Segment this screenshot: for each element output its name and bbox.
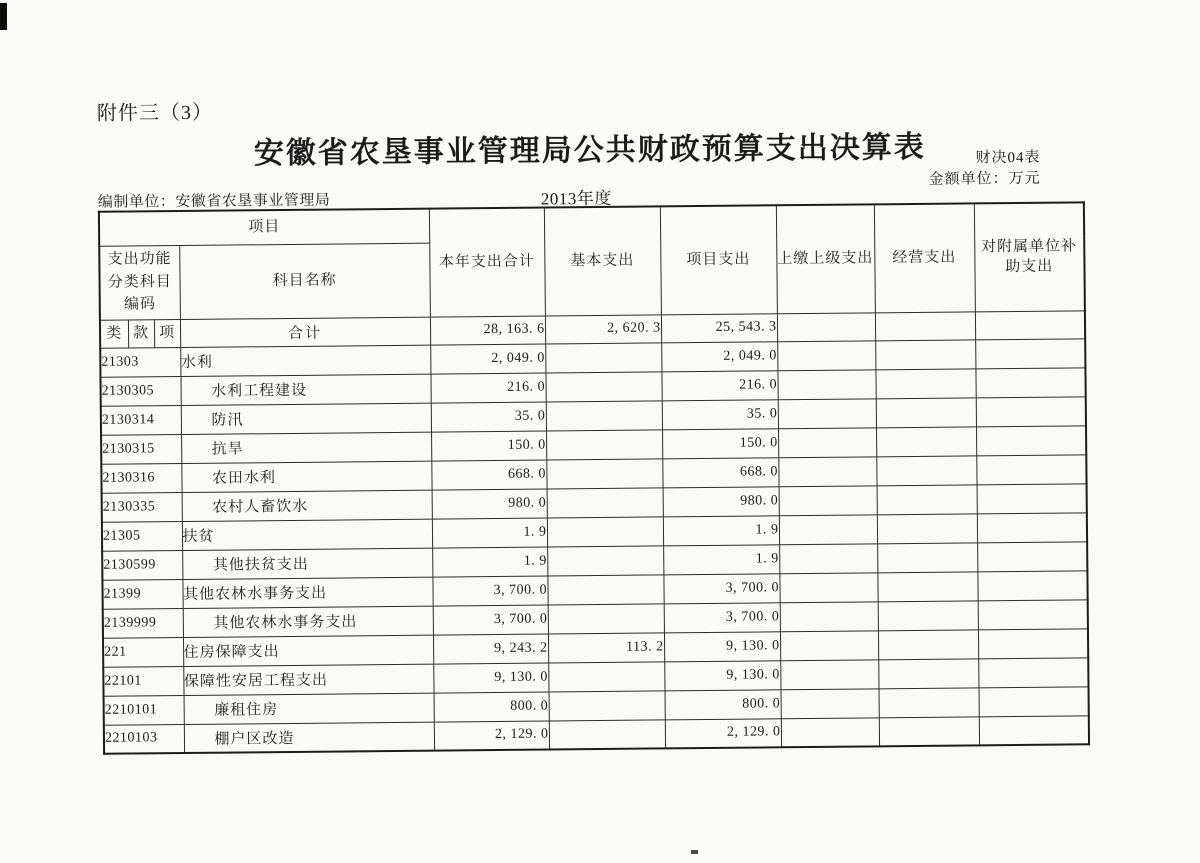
page-title: 安徽省农垦事业管理局公共财政预算支出决算表: [253, 130, 926, 171]
basic-cell: [548, 603, 664, 633]
basic-cell: [548, 661, 664, 691]
operating-cell: [879, 716, 979, 746]
attachment-label: 附件三（3）: [96, 101, 214, 125]
code-cell: 2139999: [103, 608, 183, 638]
project-cell: 980. 0: [663, 486, 779, 516]
operating-cell: [876, 455, 976, 485]
meta-right-block: [757, 148, 1040, 193]
total-annual-cell: 28, 163. 6: [430, 316, 545, 345]
project-cell: 9, 130. 0: [664, 631, 780, 661]
subsidy-cell: [979, 686, 1089, 716]
subsidy-cell: [977, 512, 1087, 542]
annual-total-cell: 35. 0: [431, 402, 546, 432]
basic-cell: [546, 400, 662, 430]
annual-total-cell: 150. 0: [431, 431, 546, 461]
upper-level-cell: [779, 485, 877, 515]
compiling-unit-label: 编制单位：安徽省农垦事业管理局: [97, 192, 331, 211]
name-cell: 水利: [180, 345, 430, 376]
annual-total-cell: 3, 700. 0: [433, 605, 548, 635]
code-sub-header-section: 款: [128, 319, 154, 347]
basic-cell: [547, 516, 663, 546]
upper-level-cell: [778, 398, 876, 428]
subsidy-cell: [977, 570, 1087, 600]
subsidy-cell: [979, 715, 1089, 745]
code-cell: 2130335: [102, 492, 182, 522]
total-subsidy-cell: [975, 310, 1085, 339]
annual-total-cell: 1. 9: [432, 547, 547, 577]
basic-cell: [547, 545, 663, 575]
upper-level-cell: [779, 514, 877, 544]
total-project-cell: 25, 543. 3: [661, 313, 777, 342]
name-cell: 其他农林水事务支出: [182, 577, 432, 608]
project-header-cell: 项目: [99, 209, 429, 246]
project-cell: 3, 700. 0: [663, 573, 779, 603]
project-cell: 1. 9: [663, 544, 779, 574]
annual-total-cell: 1. 9: [432, 518, 547, 548]
operating-cell: [877, 571, 977, 601]
subsidy-cell: [977, 483, 1087, 513]
code-cell: 22101: [103, 666, 183, 696]
operating-cell: [877, 513, 977, 543]
header-row-project: [99, 202, 1084, 245]
project-cell: 668. 0: [662, 457, 778, 487]
code-cell: 21305: [102, 521, 182, 551]
basic-cell: [546, 458, 662, 488]
basic-cell: [547, 487, 663, 517]
upper-level-cell: [780, 659, 878, 689]
budget-table: [98, 201, 1090, 754]
name-cell: 棚户区改造: [184, 722, 434, 753]
annual-total-cell: 668. 0: [431, 460, 546, 490]
col-header-subsidy: 对附属单位补助支出: [974, 202, 1085, 311]
annual-total-cell: 2, 049. 0: [430, 344, 545, 374]
operating-cell: [875, 368, 975, 398]
basic-cell: 113. 2: [548, 632, 664, 662]
subsidy-cell: [976, 425, 1086, 455]
annual-total-cell: 216. 0: [430, 373, 545, 403]
subsidy-cell: [978, 599, 1088, 629]
upper-level-cell: [779, 543, 877, 573]
operating-cell: [879, 687, 979, 717]
project-cell: 1. 9: [663, 515, 779, 545]
operating-cell: [878, 629, 978, 659]
name-cell: 农田水利: [181, 461, 431, 492]
operating-cell: [877, 542, 977, 572]
code-cell: 221: [103, 637, 183, 667]
name-cell: 防汛: [181, 403, 431, 434]
project-cell: 9, 130. 0: [664, 660, 780, 690]
col-header-upper-level: 上缴上级支出: [776, 204, 875, 313]
basic-cell: [545, 342, 661, 372]
code-cell: 2130305: [100, 376, 180, 406]
col-header-basic-expenditure: 基本支出: [544, 206, 661, 315]
col-header-operating: 经营支出: [874, 203, 975, 312]
upper-level-cell: [778, 427, 876, 457]
col-header-project-expenditure: 项目支出: [660, 205, 777, 314]
upper-level-cell: [780, 630, 878, 660]
basic-cell: [547, 574, 663, 604]
subsidy-cell: [975, 367, 1085, 397]
name-cell: 水利工程建设: [180, 374, 430, 405]
code-cell: 2130314: [101, 405, 181, 435]
subsidy-cell: [976, 454, 1086, 484]
basic-cell: [549, 719, 665, 749]
operating-cell: [876, 397, 976, 427]
upper-level-cell: [781, 717, 879, 747]
code-sub-header-item: 项: [154, 319, 180, 347]
project-cell: 35. 0: [662, 399, 778, 429]
basic-cell: [546, 429, 662, 459]
project-cell: 3, 700. 0: [664, 602, 780, 632]
annual-total-cell: 800. 0: [434, 692, 549, 722]
code-cell: 2210103: [104, 724, 184, 754]
project-cell: 2, 129. 0: [665, 718, 781, 748]
upper-level-cell: [780, 601, 878, 631]
subsidy-cell: [978, 628, 1088, 658]
operating-cell: [876, 426, 976, 456]
annual-total-cell: 9, 243. 2: [433, 634, 548, 664]
total-label-cell: 合计: [180, 317, 430, 347]
project-cell: 2, 049. 0: [661, 341, 777, 371]
project-cell: 216. 0: [661, 370, 777, 400]
annual-total-cell: 3, 700. 0: [432, 576, 547, 606]
basic-cell: [545, 371, 661, 401]
amount-unit-label: 金额单位：万元: [928, 170, 1041, 188]
form-code-label: 财决04表: [975, 149, 1041, 167]
name-cell: 住房保障支出: [183, 635, 433, 666]
operating-cell: [877, 484, 977, 514]
code-cell: 21399: [102, 579, 182, 609]
subsidy-cell: [978, 657, 1088, 687]
upper-level-cell: [777, 369, 875, 399]
operating-cell: [878, 600, 978, 630]
name-cell: 廉租住房: [184, 693, 434, 724]
name-cell: 农村人畜饮水: [182, 490, 432, 521]
project-cell: 800. 0: [665, 689, 781, 719]
name-cell: 其他扶贫支出: [182, 548, 432, 579]
operating-cell: [878, 658, 978, 688]
upper-level-cell: [779, 572, 877, 602]
operating-cell: [875, 339, 975, 369]
code-cell: 2210101: [104, 695, 184, 725]
code-sub-header-category: 类: [100, 320, 128, 348]
total-basic-cell: 2, 620. 3: [545, 314, 661, 343]
upper-level-cell: [777, 340, 875, 370]
name-cell: 其他农林水事务支出: [183, 606, 433, 637]
code-cell: 2130316: [101, 463, 181, 493]
subsidy-cell: [976, 396, 1086, 426]
fiscal-year-label: 2013年度: [540, 188, 612, 209]
subsidy-cell: [977, 541, 1087, 571]
name-cell: 保障性安居工程支出: [183, 664, 433, 695]
total-operating-cell: [875, 311, 975, 340]
basic-cell: [549, 690, 665, 720]
total-upper-cell: [777, 312, 875, 341]
code-header-cell: 支出功能 分类科目 编码: [99, 245, 180, 320]
upper-level-cell: [781, 688, 879, 718]
annual-total-cell: 2, 129. 0: [434, 721, 549, 751]
code-cell: 2130315: [101, 434, 181, 464]
subject-name-header-cell: 科目名称: [179, 243, 430, 319]
code-cell: 2130599: [102, 550, 182, 580]
project-cell: 150. 0: [662, 428, 778, 458]
name-cell: 扶贫: [182, 519, 432, 550]
subsidy-cell: [975, 338, 1085, 368]
annual-total-cell: 980. 0: [432, 489, 547, 519]
upper-level-cell: [778, 456, 876, 486]
code-cell: 21303: [100, 347, 180, 377]
annual-total-cell: 9, 130. 0: [433, 663, 548, 693]
name-cell: 抗旱: [181, 432, 431, 463]
col-header-annual-total: 本年支出合计: [429, 208, 545, 317]
